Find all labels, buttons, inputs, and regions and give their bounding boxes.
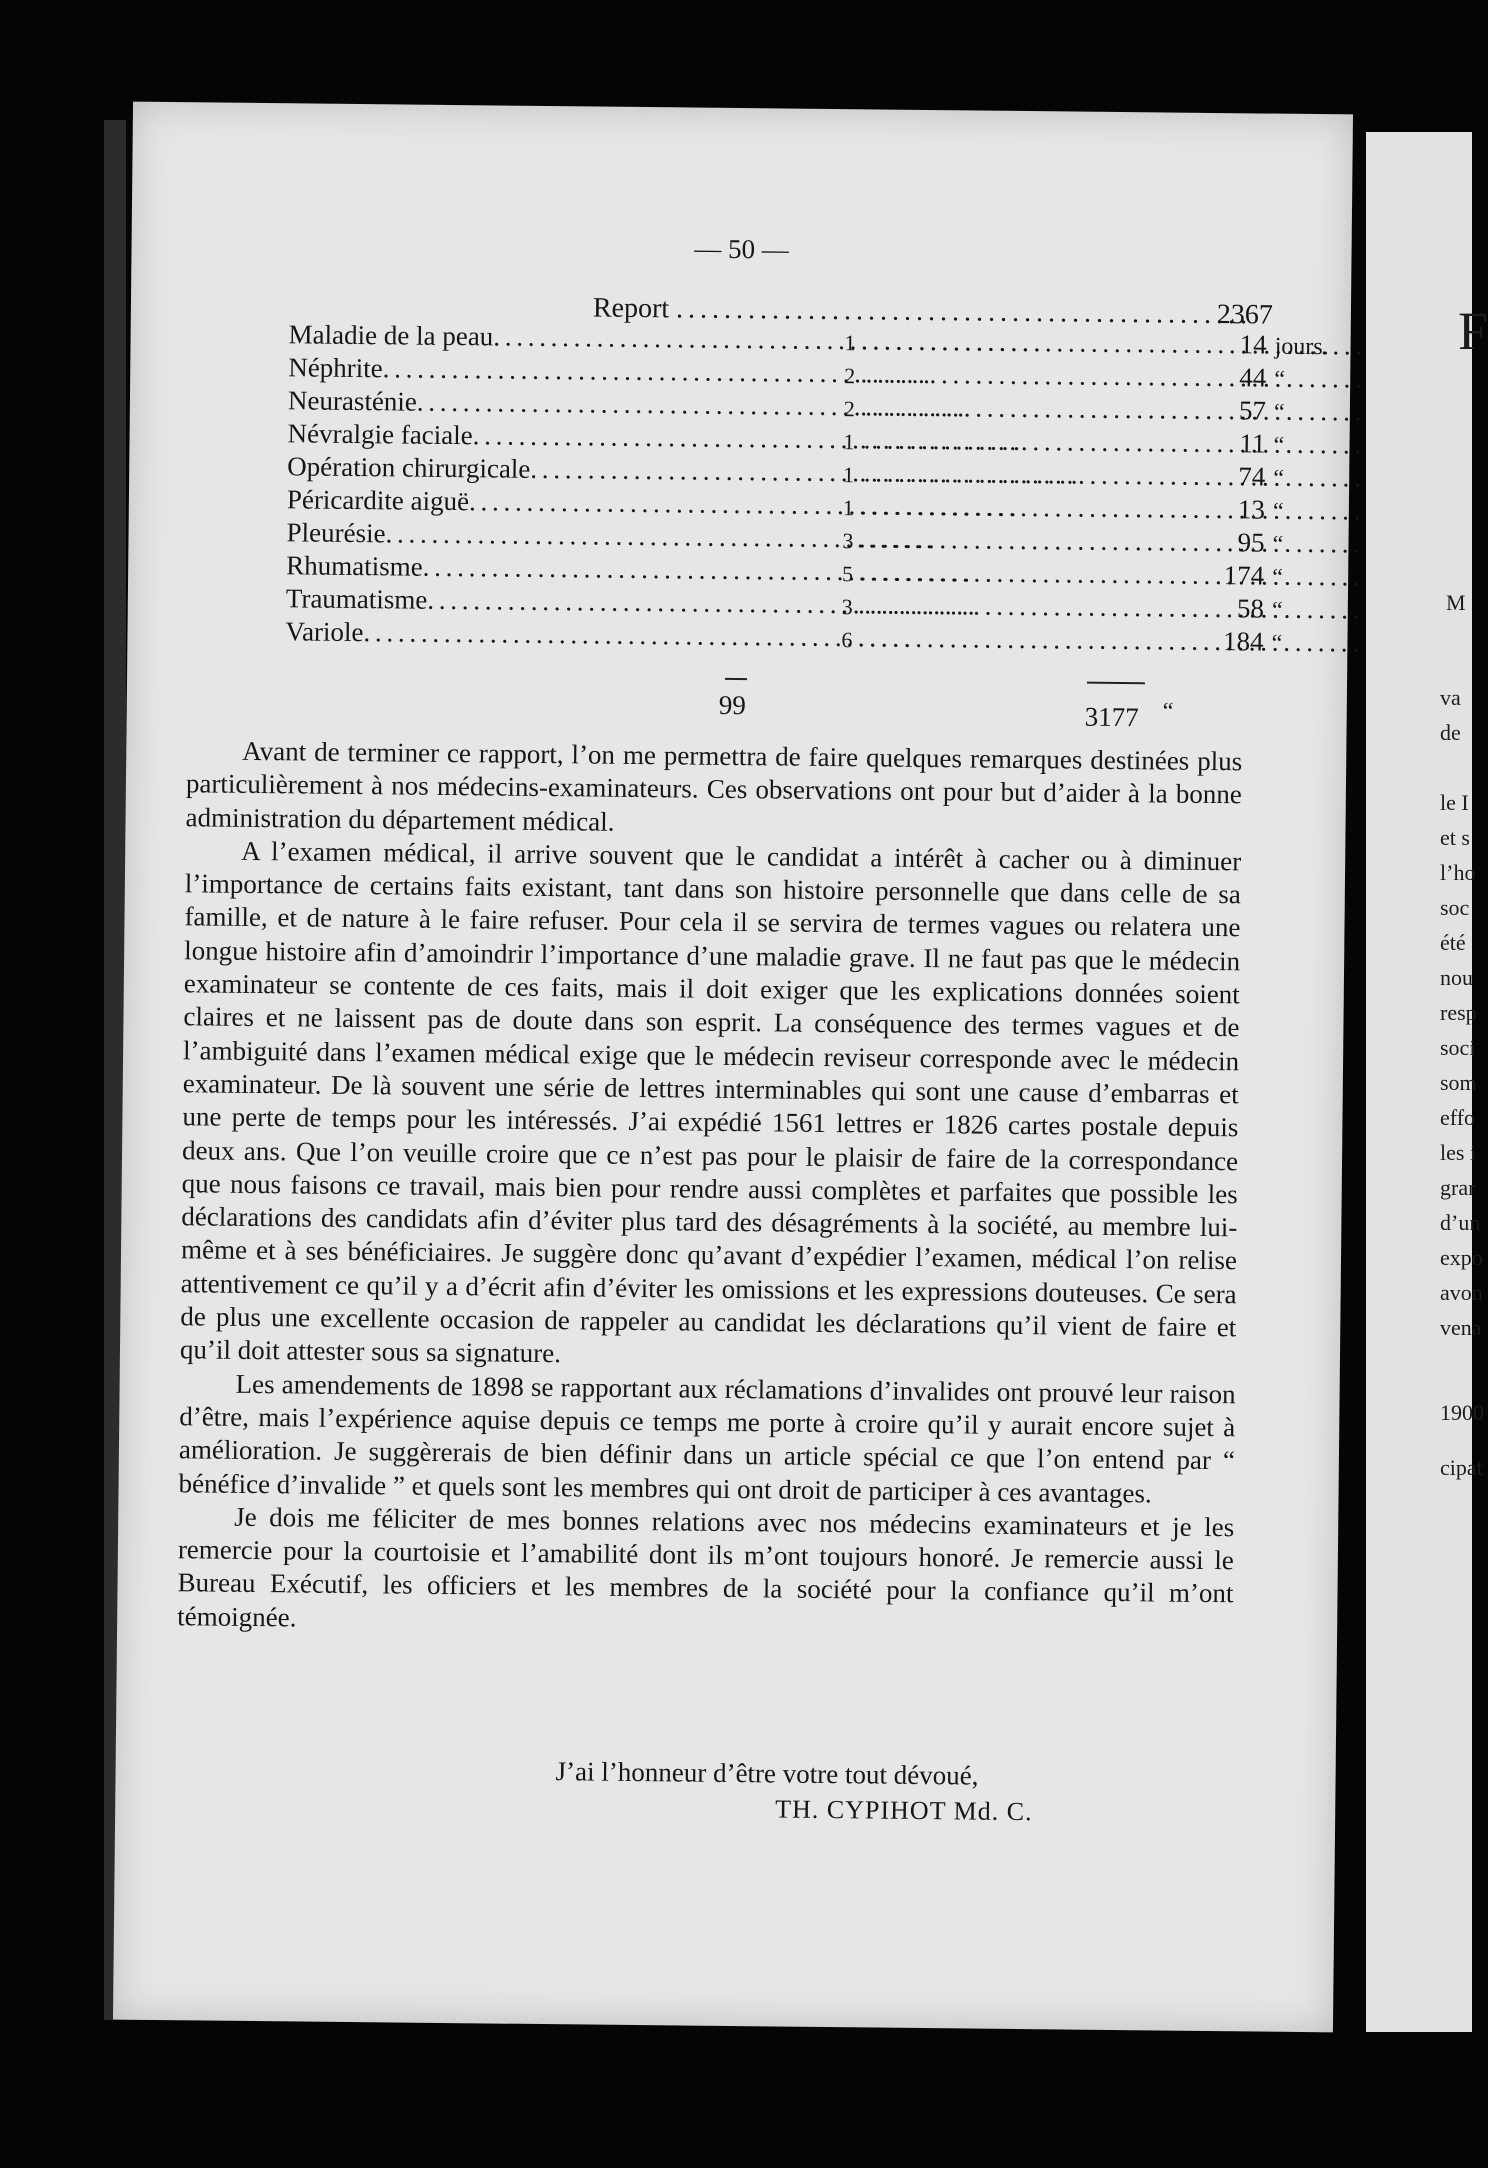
illness-name: Variole <box>285 616 364 648</box>
illness-name: Pleurésie <box>286 517 386 549</box>
paragraph: Avant de terminer ce rapport, l’on me permettra de faire quelques remarques destinées plus particulièrement à nos médecins-examinateurs. Ces observations ont pour but d’aider à la bonne administration du département médical. <box>185 735 1243 837</box>
facing-page-text: som <box>1440 1070 1477 1095</box>
facing-page-text: de <box>1440 720 1461 745</box>
facing-page-text: et s <box>1440 825 1470 850</box>
facing-page-text: M <box>1446 590 1466 615</box>
facing-page-text: vena <box>1440 1315 1482 1340</box>
day-unit: “ <box>1273 399 1285 426</box>
facing-page-text: avon <box>1440 1280 1483 1305</box>
cases-sum-line <box>725 678 747 680</box>
case-count: 3 <box>842 528 854 554</box>
illness-name: Péricardite aiguë <box>286 484 470 517</box>
facing-page-text: les i <box>1440 1140 1477 1165</box>
case-count: 1 <box>844 330 856 356</box>
day-count: 184 <box>1222 626 1264 657</box>
illness-name: Opération chirurgicale <box>287 451 531 484</box>
illness-name: Traumatisme <box>285 583 428 615</box>
illness-name: Névralgie faciale <box>287 418 473 451</box>
day-count: 11 <box>1239 428 1266 459</box>
case-count: 5 <box>841 561 854 587</box>
facing-page-text: cipat <box>1440 1455 1483 1480</box>
day-count: 95 <box>1237 527 1265 558</box>
report-label: Report <box>592 292 670 325</box>
facing-page-text: d’un <box>1440 1210 1481 1235</box>
day-count: 57 <box>1238 395 1267 426</box>
day-unit: jours. <box>1274 333 1329 361</box>
closing-line: J’ai l’honneur d’être votre tout dévoué, <box>555 1756 979 1791</box>
day-count: 174 <box>1223 560 1265 591</box>
days-sum-line <box>1087 682 1145 685</box>
illness-name: Maladie de la peau <box>288 319 494 352</box>
total-cases: 99 <box>718 689 746 721</box>
facing-page-text: le I <box>1440 790 1469 815</box>
illness-name: Rhumatisme <box>286 550 423 582</box>
facing-page-text: expo <box>1440 1245 1483 1270</box>
day-unit: “ <box>1272 498 1284 525</box>
report-value: 2367 <box>1216 299 1274 331</box>
case-count: 3 <box>841 594 853 620</box>
facing-page-text: 1900 <box>1440 1400 1484 1425</box>
total-unit: “ <box>1162 698 1174 725</box>
facing-page-text: grar <box>1440 1175 1476 1200</box>
day-unit: “ <box>1272 564 1284 591</box>
case-count: 2 <box>844 363 856 389</box>
report-body <box>177 734 1242 1644</box>
day-count: 58 <box>1236 593 1265 624</box>
day-count: 74 <box>1238 461 1266 492</box>
facing-page-text: effo <box>1440 1105 1476 1130</box>
day-unit: “ <box>1271 630 1283 657</box>
paragraph: Je dois me féliciter de mes bonnes relations avec nos médecins examinateurs et je les remercie pour la courtoisie et l’amabilité dont ils m’ont toujours honoré. Je remercie aussi le Bureau Exécutif, les officiers et les membres de la société pour la confiance qu’il m’ont témoignée. <box>177 1501 1235 1633</box>
case-count: 1 <box>842 462 855 488</box>
facing-page-text: soci <box>1440 1035 1476 1060</box>
facing-page-text: soc <box>1440 895 1470 920</box>
day-unit: “ <box>1273 432 1285 459</box>
scanned-page <box>113 102 1353 2033</box>
signature: TH. CYPIHOT Md. C. <box>775 1794 1033 1827</box>
illness-table <box>285 317 1350 658</box>
case-count: 6 <box>841 627 853 653</box>
facing-page-text: va <box>1440 685 1461 710</box>
case-count: 1 <box>842 495 854 521</box>
page-number: — 50 — <box>694 233 789 265</box>
illness-name: Neurasténie <box>287 385 418 417</box>
day-unit: “ <box>1272 531 1284 558</box>
day-unit: “ <box>1274 366 1286 393</box>
day-count: 13 <box>1237 494 1266 525</box>
facing-page-text: l’ho <box>1440 860 1476 885</box>
paragraph: Les amendements de 1898 se rapportant aux réclamations d’invalides ont prouvé leur raison d’être, mais l’expérience aquise depuis ce temps me porte à croire qu’il y aurait encore sujet à amélioration. Je suggèrerais de bien définir dans un article spécial ce que l’on entend par “ bénéfice d’invalide ” et quels sont les membres qui ont droit de participer à ces avantages. <box>178 1368 1236 1508</box>
facing-page-fragment <box>1366 132 1488 2032</box>
illness-name: Néphrite <box>288 352 383 384</box>
day-unit: “ <box>1273 465 1285 492</box>
day-unit: “ <box>1271 597 1283 624</box>
day-count: 44 <box>1239 362 1267 393</box>
case-count: 1 <box>843 429 855 455</box>
facing-page-text: resp <box>1440 1000 1477 1025</box>
case-count: 2 <box>843 396 855 422</box>
facing-page-text: F <box>1458 301 1488 361</box>
paragraph: A l’examen médical, il arrive souvent que le candidat a intérêt à cacher ou à diminuer l’importance de certains faits existant, tant dans son histoire personnelle que dans celle de sa famille, et de nature à le faire refuser. Pour cela il se servira de termes vagues ou relatera une longue histoire afin d’amoindrir l’importance d’une maladie grave. Il ne faut pas que le médecin examinateur se contente de ces faits, mais il doit exiger que les explications données soient claires et ne laissent pas de doute dans son esprit. La conséquence des termes vagues et de l’ambiguité dans l’examen médical exige que le médecin reviseur corresponde avec le médecin examinateur. De là souvent une série de lettres interminables qui sont une cause d’embarras et une perte de temps pour les intéressés. J’ai expédié 1561 lettres er 1826 cartes postale depuis deux ans. Que l’on veuille croire que ce n’est pas pour le plaisir de faire de la correspondance que nous faisons ce travail, mais bien pour rendre aussi complètes et parfaites que possible les déclarations des candidats afin d’éviter plus tard des désagréments à la société, au membre lui-même et à ses bénéficiaires. Je suggère donc qu’avant d’expédier l’examen, médical l’on relise attentivement ce qu’il y a d’écrit afin d’éviter les omissions et les expressions douteuses. Ce sera de plus une excellente occasion de rappeler au candidat les déclarations qu’il vient de faire et qu’il doit attester sous sa signature. <box>179 835 1242 1369</box>
total-days: 3177 <box>1084 701 1139 733</box>
day-count: 14 <box>1239 329 1267 360</box>
facing-page-text: nou <box>1440 965 1473 990</box>
facing-page-text: été <box>1440 930 1466 955</box>
